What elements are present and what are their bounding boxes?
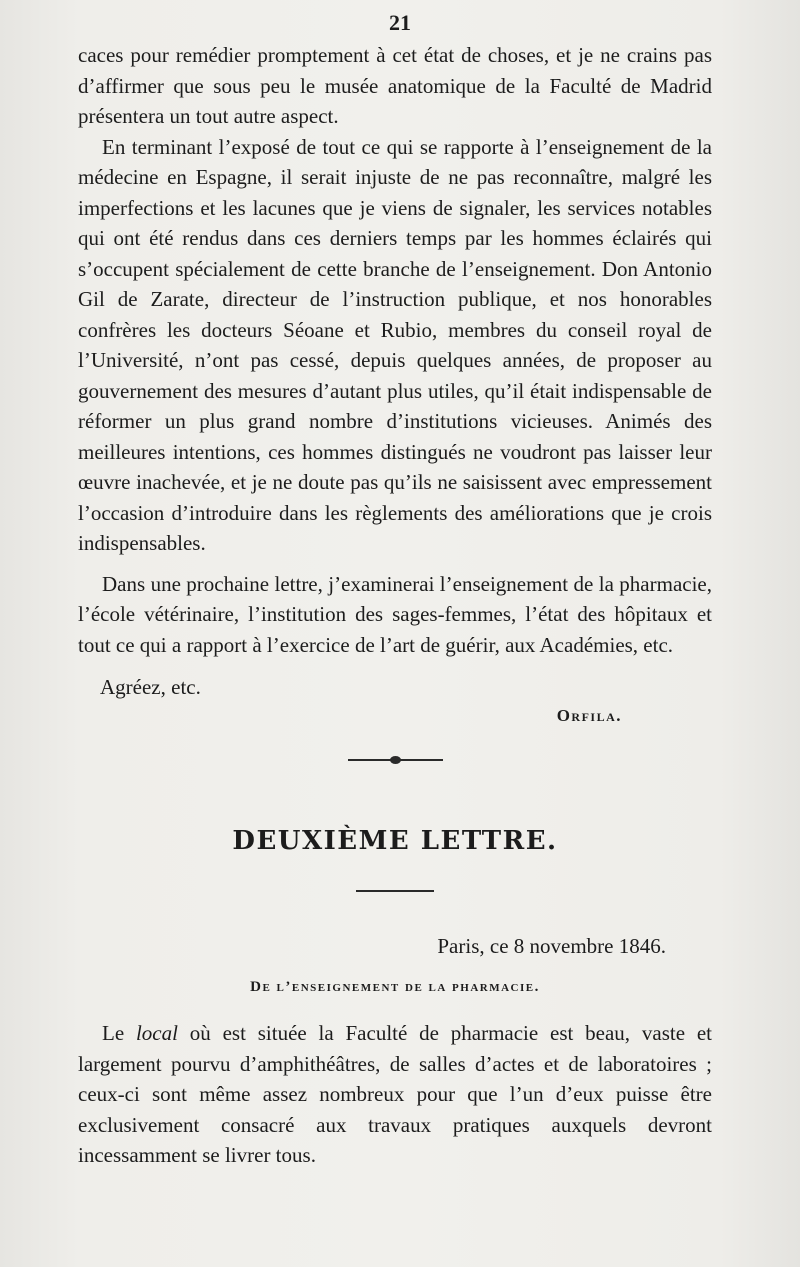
page-number: 21 <box>389 10 411 35</box>
paragraph-continuation: caces pour remédier promptement à cet état de choses, et je ne crains pas d’affirmer que sous peu le musée anatomique de la Faculté de Madrid présentera un tout autre aspect. <box>78 43 712 128</box>
page-body <box>78 40 712 1171</box>
section-title: DEUXIÈME LETTRE. <box>232 826 558 856</box>
paragraph-conclusion: En terminant l’exposé de tout ce qui se rapporte à l’enseignement de la médecine en Espagne, il serait injuste de ne pas reconnaître, malgré les imperfections et les lacunes que je viens de signaler, les services notables qui ont été rendus dans ces derniers temps par les hommes éclairés qui s’occupent spécialement de cette branche de l’enseignement. Don Antonio Gil de Zarate, directeur de l’instruction publique, et nos honorables confrères les docteurs Séoane et Rubio, membres du conseil royal de l’Université, n’ont pas cessé, depuis quelques années, de proposer au gouvernement des mesures d’autant plus utiles, qu’il était indispensable de réformer un plus grand nombre d’institutions vicieuses. Animés des meilleures intentions, ces hommes distingués ne voudront pas laisser leur œuvre inachevée, et je ne doute pas qu’ils ne saisissent avec empressement l’occasion d’introduire dans les règlements des améliorations que je crois indispensables. <box>78 134 712 555</box>
paragraph-pharmacy-intro: Le <box>102 1021 136 1045</box>
paragraph-pharmacy-italic: local <box>135 1021 178 1045</box>
closing-salutation: Agréez, etc. <box>100 675 201 699</box>
signature: Orfila. <box>556 706 622 725</box>
letter-date: Paris, ce 8 novembre 1846. <box>437 934 666 958</box>
section-subheading: De l’enseignement de la pharmacie. <box>250 979 540 995</box>
ornament-divider <box>348 756 443 764</box>
paragraph-pharmacy-rest: où est située la Faculté de pharmacie est beau, vaste et largement pourvu d’amphithéâtres, de salles d’actes et de laboratoires ; ceux-ci sont même assez nombreux pour que l’un d’eux puisse être exclusivement consacré aux travaux pratiques auxquels devront incessamment se livrer tous. <box>78 1021 712 1167</box>
paragraph-next-letter: Dans une prochaine lettre, j’examinerai l’enseignement de la pharmacie, l’école vétérinaire, l’institution des sages-femmes, l’état des hôpitaux et tout ce qui a rapport à l’exercice de l’art de guérir, aux Académies, etc. <box>78 571 712 657</box>
paragraph-pharmacy <box>78 1018 712 1171</box>
title-rule <box>356 890 434 892</box>
